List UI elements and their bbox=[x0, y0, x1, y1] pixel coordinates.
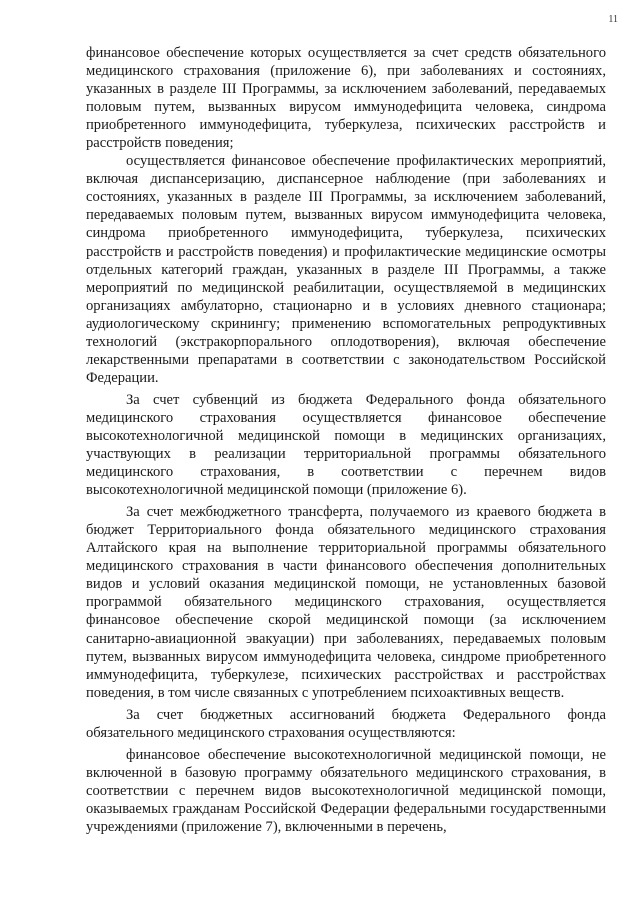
paragraph-high-tech-care: финансовое обеспечение высокотехнологичной медицинской помощи, не включенной в базовую программу обязательного медицинского страхования, в соответствии с перечнем видов высокотехнологичной медицинской помощи, оказываемых гражданам Российской Федерации федеральными государственными учреждениями (приложение 7), включенными в перечень, bbox=[86, 746, 606, 835]
page-number: 11 bbox=[608, 14, 618, 25]
paragraph-subventions: За счет субвенций из бюджета Федерального фонда обязательного медицинского страхования осуществляется финансовое обеспечение высокотехнологичной медицинской помощи в медицинских организациях, участвующих в реализации территориальной программы обязательного медицинского страхования, в соответствии с перечнем видов высокотехнологичной медицинской помощи (приложение 6). bbox=[86, 391, 606, 499]
paragraph-preventive-measures: осуществляется финансовое обеспечение профилактических мероприятий, включая диспансеризацию, диспансерное наблюдение (при заболеваниях и состояниях, указанных в разделе III Программы, за исключением заболеваний, передаваемых половым путем, вызванных вирусом иммунодефицита человека, синдрома приобретенного иммунодефицита, туберкулеза, психических расстройств и расстройств поведения) и профилактические медицинские осмотры отдельных категорий граждан, указанных в разделе III Программы, а также мероприятий по медицинской реабилитации, осуществляемой в медицинских организациях амбулаторно, стационарно и в условиях дневного стационара; аудиологическому скринингу; применению вспомогательных репродуктивных технологий (экстракорпорального оплодотворения), включая обеспечение лекарственными препаратами в соответствии с законодательством Российской Федерации. bbox=[86, 153, 606, 386]
paragraph-budget-allocations: За счет бюджетных ассигнований бюджета Федерального фонда обязательного медицинского страхования осуществляются: bbox=[86, 706, 606, 741]
paragraph-interbudget-transfer: За счет межбюджетного трансферта, получаемого из краевого бюджета в бюджет Территориального фонда обязательного медицинского страхования Алтайского края на выполнение территориальной программы обязательного медицинского страхования в части финансового обеспечения дополнительных видов и условий оказания медицинской помощи, не установленных базовой программой обязательного медицинского страхования, осуществляется финансовое обеспечение скорой медицинской помощи (за исключением санитарно-авиационной эвакуации) при заболеваниях, передаваемых половым путем, вызванных вирусом иммунодефицита человека, синдроме приобретенного иммунодефицита, туберкулезе, психических расстройствах и расстройствах поведения, в том числе связанных с употреблением психоактивных веществ. bbox=[86, 504, 606, 701]
paragraph-continuation: финансовое обеспечение которых осуществляется за счет средств обязательного медицинского страхования (приложение 6), при заболеваниях и состояниях, указанных в разделе III Программы, за исключением заболеваний, передаваемых половым путем, вызванных вирусом иммунодефицита человека, синдрома приобретенного иммунодефицита, туберкулеза, психических расстройств и расстройств поведения; bbox=[86, 45, 606, 152]
document-body bbox=[86, 44, 606, 836]
